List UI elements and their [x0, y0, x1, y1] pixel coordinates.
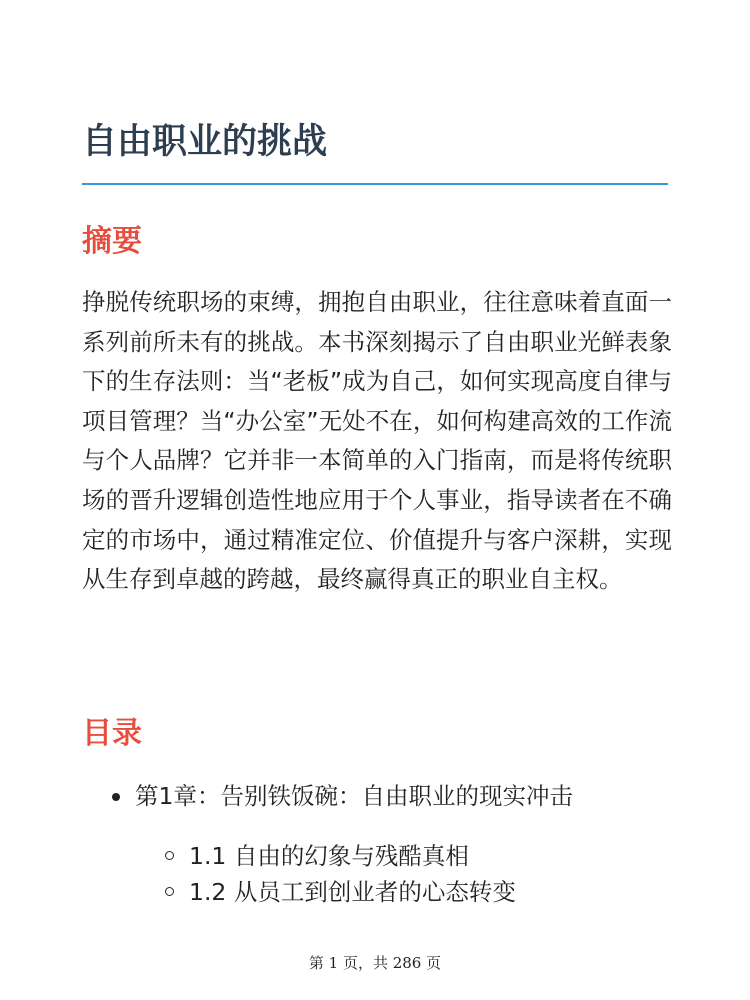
toc-sublist: [82, 838, 668, 910]
hollow-bullet-icon: [165, 851, 174, 860]
toc-section-1-2-label: 1.2 从员工到创业者的心态转变: [189, 878, 516, 906]
summary-heading: 摘要: [82, 224, 142, 259]
toc-section-1-2: [82, 874, 668, 910]
toc-section-1-1: [82, 838, 668, 874]
summary-paragraph: 挣脱传统职场的束缚，拥抱自由职业，往往意味着直面一系列前所未有的挑战。本书深刻揭示了自由职业光鲜表象下的生存法则：当“老板”成为自己，如何实现高度自律与项目管理？当“办公室”无处不在，如何构建高效的工作流与个人品牌？它并非一本简单的入门指南，而是将传统职场的晋升逻辑创造性地应用于个人事业，指导读者在不确定的市场中，通过精准定位、价值提升与客户深耕，实现从生存到卓越的跨越，最终赢得真正的职业自主权。: [82, 288, 672, 594]
toc-heading: 目录: [82, 716, 142, 751]
bullet-icon: [112, 793, 120, 801]
page-number-footer: 第 1 页，共 286 页: [308, 954, 442, 972]
toc-section-1-1-label: 1.1 自由的幻象与残酷真相: [189, 842, 469, 870]
document-title: 自由职业的挑战: [82, 122, 328, 162]
hollow-bullet-icon: [165, 887, 174, 896]
toc-chapter-1: [82, 778, 668, 814]
title-divider: [82, 183, 668, 185]
table-of-contents: [82, 778, 668, 910]
toc-chapter-1-sections: [82, 838, 668, 910]
toc-chapter-1-label: 第1章：告别铁饭碗：自由职业的现实冲击: [135, 782, 573, 810]
